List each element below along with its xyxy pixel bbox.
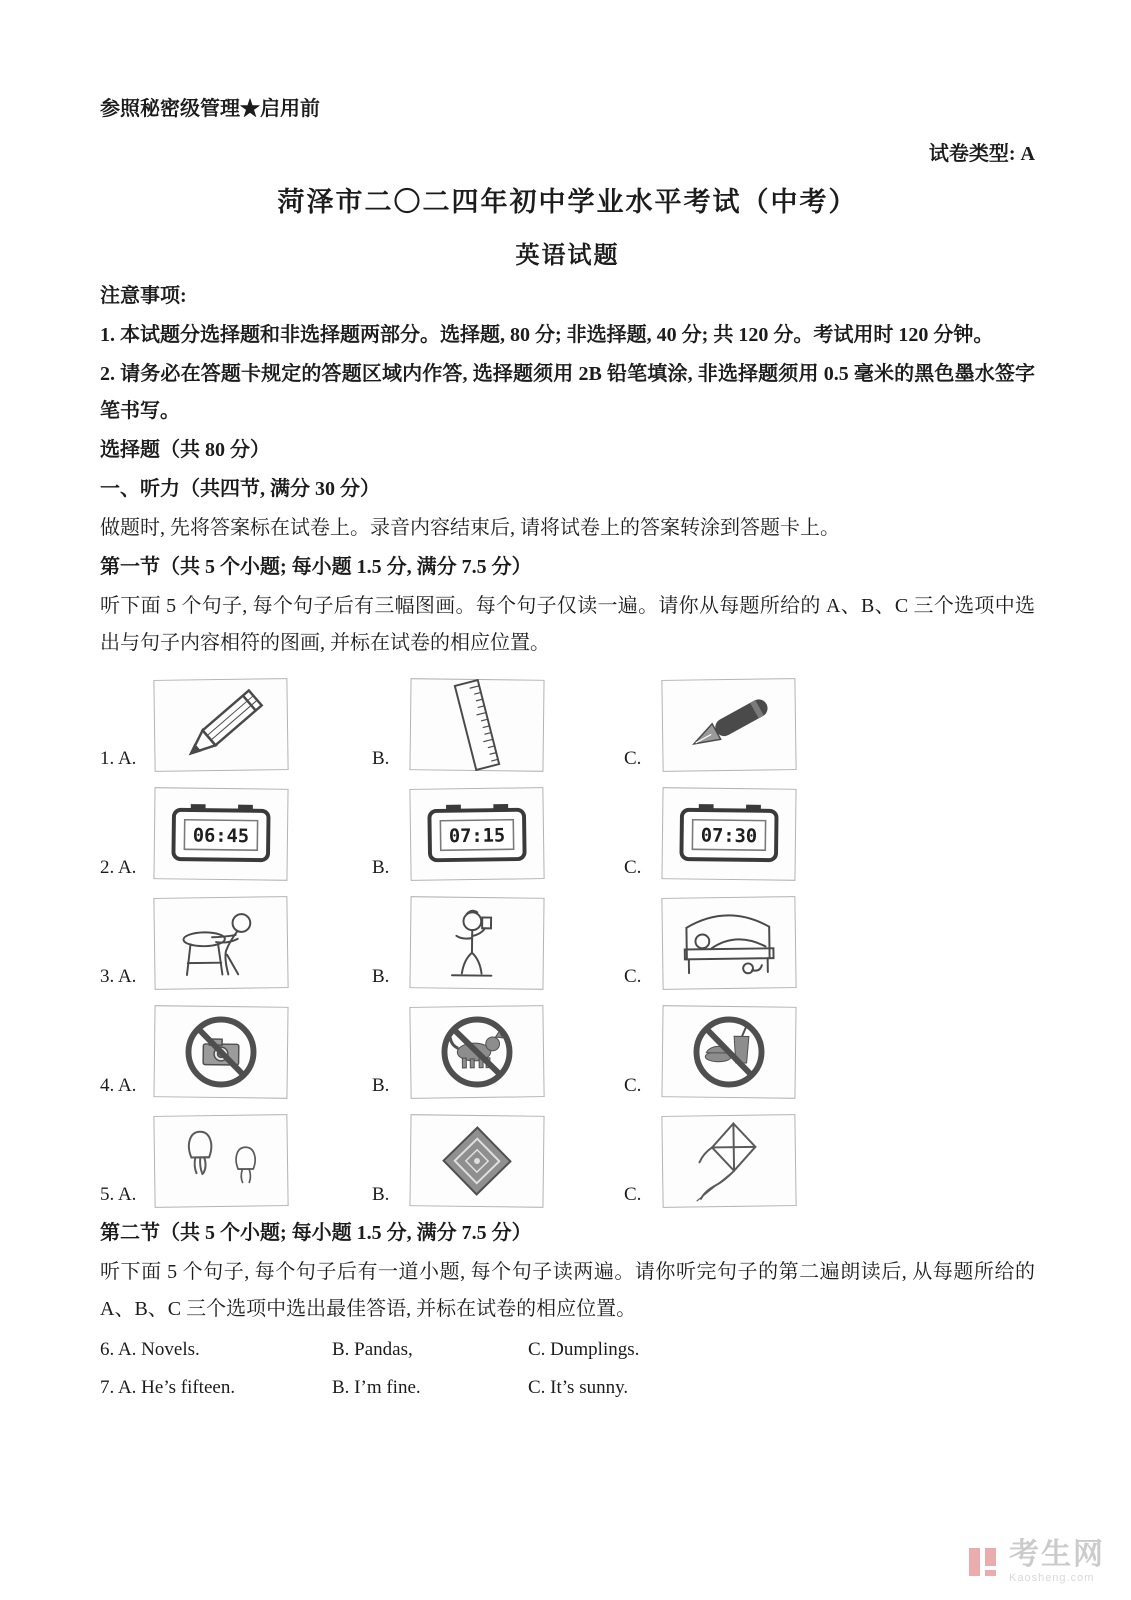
boy-washing-icon xyxy=(154,896,287,990)
kaosheng-logo-icon xyxy=(965,1544,1001,1580)
picture-question-row-2 xyxy=(100,788,1035,880)
question-7 xyxy=(100,1372,1035,1404)
option-image-box xyxy=(409,678,544,772)
option-label-3b: B. xyxy=(372,966,390,987)
part2-heading: 第二节（共 5 个小题; 每小题 1.5 分, 满分 7.5 分） xyxy=(100,1222,532,1244)
listening-note: 做题时, 先将答案标在试卷上。录音内容结束后, 请将试卷上的答案转涂到答题卡上。 xyxy=(100,517,840,539)
picture-option-5a xyxy=(100,1115,288,1207)
boy-eating-icon xyxy=(410,896,543,990)
pencil-icon xyxy=(154,678,287,772)
part1-instructions: 听下面 5 个句子, 每个句子后有三幅图画。每个句子仅读一遍。请你从每题所给的 A、B、C 三个选项中选出与句子内容相符的图画, 并标在试卷的相应位置。 xyxy=(100,595,1035,654)
option-image-box xyxy=(409,787,544,881)
no-dogs-sign-icon xyxy=(410,1005,543,1099)
option-image-box xyxy=(409,896,544,990)
boy-sleeping-icon xyxy=(662,896,795,990)
fountain-pen-icon xyxy=(662,678,795,772)
option-image-box xyxy=(153,787,288,881)
picture-option-4b xyxy=(372,1006,544,1098)
kaosheng-watermark xyxy=(965,1540,1105,1584)
digital-clock-icon xyxy=(662,787,795,881)
sky-lanterns-icon xyxy=(154,1114,287,1208)
option-image-box xyxy=(661,678,796,772)
option-label-5a: 5. A. xyxy=(100,1184,137,1205)
picture-question-row-3 xyxy=(100,897,1035,989)
watermark-domain: Kaosheng.com xyxy=(1009,1572,1095,1584)
option-label-4c: C. xyxy=(624,1075,642,1096)
clock-time-text: 07:15 xyxy=(448,825,506,848)
option-image-box xyxy=(409,1114,544,1208)
question-6-option-a: 6. A. Novels. xyxy=(100,1339,200,1360)
question-7-option-a: 7. A. He’s fifteen. xyxy=(100,1377,236,1398)
question-7-option-c: C. It’s sunny. xyxy=(528,1377,629,1398)
option-label-4a: 4. A. xyxy=(100,1075,137,1096)
picture-option-3b xyxy=(372,897,544,989)
picture-option-1b xyxy=(372,679,544,771)
exam-title: 菏泽市二〇二四年初中学业水平考试（中考） xyxy=(277,187,858,217)
question-6-option-c: C. Dumplings. xyxy=(528,1339,640,1360)
option-label-3a: 3. A. xyxy=(100,966,137,987)
picture-option-1a xyxy=(100,679,288,771)
option-image-box xyxy=(153,678,288,772)
picture-option-3c xyxy=(624,897,796,989)
option-image-box xyxy=(409,1005,544,1099)
picture-option-4c xyxy=(624,1006,796,1098)
paper-type-label: 试卷类型: A xyxy=(928,143,1035,165)
option-image-box xyxy=(153,896,288,990)
picture-question-row-1 xyxy=(100,679,1035,771)
watermark-name: 考生网 xyxy=(1009,1538,1105,1571)
option-label-4b: B. xyxy=(372,1075,390,1096)
clock-time-text: 07:30 xyxy=(700,825,758,848)
picture-option-3a xyxy=(100,897,288,989)
option-image-box xyxy=(661,1114,796,1208)
picture-option-2a xyxy=(100,788,288,880)
picture-question-row-5 xyxy=(100,1115,1035,1207)
question-6 xyxy=(100,1334,1035,1366)
exam-subtitle: 英语试题 xyxy=(515,243,620,269)
picture-option-1c xyxy=(624,679,796,771)
option-image-box xyxy=(661,1005,796,1099)
option-label-3c: C. xyxy=(624,966,642,987)
option-image-box xyxy=(661,896,796,990)
clock-time-text: 06:45 xyxy=(192,825,250,848)
option-image-box xyxy=(153,1114,288,1208)
part1-heading: 第一节（共 5 个小题; 每小题 1.5 分, 满分 7.5 分） xyxy=(100,556,532,578)
digital-clock-icon xyxy=(154,787,287,881)
picture-option-2c xyxy=(624,788,796,880)
security-notice: 参照秘密级管理★启用前 xyxy=(100,98,320,120)
option-label-5c: C. xyxy=(624,1184,642,1205)
option-label-2b: B. xyxy=(372,857,390,878)
option-label-2a: 2. A. xyxy=(100,857,137,878)
option-image-box xyxy=(153,1005,288,1099)
kite-icon xyxy=(662,1114,795,1208)
option-label-1c: C. xyxy=(624,748,642,769)
watermark-texts xyxy=(1009,1540,1105,1584)
digital-clock-icon xyxy=(410,787,543,881)
chinese-knot-icon xyxy=(410,1114,543,1208)
picture-question-row-4 xyxy=(100,1006,1035,1098)
picture-option-5b xyxy=(372,1115,544,1207)
picture-option-5c xyxy=(624,1115,796,1207)
option-label-1a: 1. A. xyxy=(100,748,137,769)
question-7-option-b: B. I’m fine. xyxy=(332,1377,421,1398)
option-label-2c: C. xyxy=(624,857,642,878)
option-label-1b: B. xyxy=(372,748,390,769)
note-2: 2. 请务必在答题卡规定的答题区域内作答, 选择题须用 2B 铅笔填涂, 非选择题须用 0.5 毫米的黑色墨水签字笔书写。 xyxy=(100,363,1035,422)
choice-section-heading: 选择题（共 80 分） xyxy=(100,439,270,461)
no-food-drink-sign-icon xyxy=(662,1005,795,1099)
note-1: 1. 本试题分选择题和非选择题两部分。选择题, 80 分; 非选择题, 40 分; 共 120 分。考试用时 120 分钟。 xyxy=(100,324,994,346)
part2-instructions: 听下面 5 个句子, 每个句子后有一道小题, 每个句子读两遍。请你听完句子的第二遍朗读后, 从每题所给的 A、B、C 三个选项中选出最佳答语, 并标在试卷的相应位置。 xyxy=(100,1261,1035,1320)
picture-option-2b xyxy=(372,788,544,880)
option-image-box xyxy=(661,787,796,881)
question-6-option-b: B. Pandas, xyxy=(332,1339,413,1360)
notes-heading: 注意事项: xyxy=(100,285,187,307)
picture-option-4a xyxy=(100,1006,288,1098)
listening-section-heading: 一、听力（共四节, 满分 30 分） xyxy=(100,478,380,500)
option-label-5b: B. xyxy=(372,1184,390,1205)
no-camera-sign-icon xyxy=(154,1005,287,1099)
ruler-icon xyxy=(410,678,543,772)
